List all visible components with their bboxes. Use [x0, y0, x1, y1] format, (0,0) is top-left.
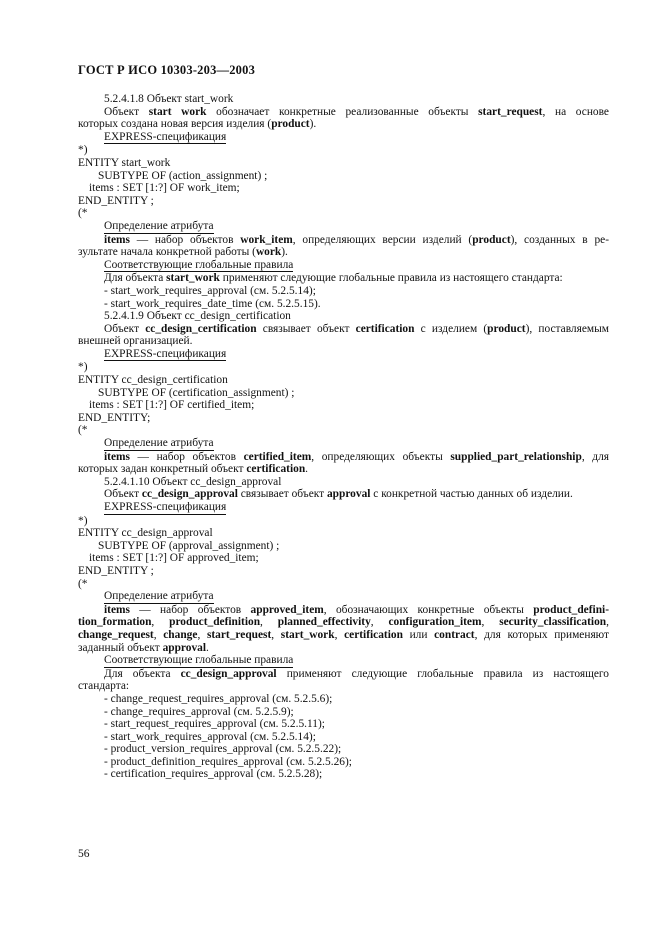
text-line: Соответствующие глобальные правила: [104, 654, 294, 667]
text-line: 5.2.4.1.9 Объект cc_design_certification: [104, 310, 291, 323]
text-line: items — набор объектов approved_item, обозначающих конкретные объекты product_defini-: [104, 603, 609, 616]
text-line: - certification_requires_approval (см. 5.2.5.28);: [104, 768, 323, 781]
text-line: items : SET [1:?] OF work_item;: [89, 182, 240, 195]
text-line: - start_work_requires_approval (см. 5.2.5.14);: [104, 730, 316, 743]
text-line: заданный объект approval.: [78, 641, 209, 654]
text-line: (*: [78, 424, 88, 437]
text-line: *): [78, 514, 88, 527]
text-line: *): [78, 144, 88, 157]
text-line: Объект cc_design_certification связывает объект certification с изделием (product), поставляемым: [104, 322, 609, 335]
text-line: Для объекта cc_design_approval применяют следующие глобальные правила из настоящего: [104, 667, 609, 680]
text-line: Определение атрибута: [104, 437, 214, 450]
text-line: EXPRESS-спецификация: [104, 130, 227, 143]
running-header: ГОСТ Р ИСО 10303-203—2003: [78, 63, 256, 77]
text-line: change_request, change, start_request, start_work, certification или contract, для которых применяют: [78, 628, 610, 641]
text-line: Объект cc_design_approval связывает объект approval с конкретной частью данных об изделии.: [104, 488, 573, 501]
text-line: items : SET [1:?] OF approved_item;: [89, 552, 259, 565]
text-line: Определение атрибута: [104, 590, 214, 603]
text-line: - change_requires_approval (см. 5.2.5.9);: [104, 705, 294, 718]
text-line: которых задан конкретный объект certification.: [78, 463, 309, 476]
text-line: items — набор объектов work_item, определяющих версии изделий (product), созданных в ре-: [104, 233, 609, 246]
text-line: которых создана новая версия изделия (product).: [78, 118, 317, 131]
text-line: Определение атрибута: [104, 219, 214, 232]
text-line: 5.2.4.1.10 Объект cc_design_approval: [104, 475, 282, 488]
text-line: END_ENTITY ;: [78, 194, 154, 207]
text-line: SUBTYPE OF (action_assignment) ;: [98, 169, 268, 182]
text-line: - start_work_requires_date_time (см. 5.2.5.15).: [104, 297, 321, 310]
text-line: внешней организацией.: [78, 335, 193, 348]
text-line: зультате начала конкретной работы (work).: [78, 246, 288, 259]
text-line: EXPRESS-спецификация: [104, 347, 227, 360]
text-line: Объект start work обозначает конкретные реализованные объекты start_request, на основе: [104, 105, 609, 118]
page-body: [0, 93, 661, 781]
text-line: ENTITY cc_design_approval: [78, 527, 213, 540]
text-line: стандарта:: [78, 680, 130, 693]
text-line: Для объекта start_work применяют следующие глобальные правила из настоящего стандарта:: [104, 272, 563, 285]
text-line: ENTITY cc_design_certification: [78, 374, 228, 387]
text-line: - start_work_requires_approval (см. 5.2.5.14);: [104, 284, 316, 297]
text-line: (*: [78, 207, 88, 220]
text-line: tion_formation, product_definition, planned_effectivity, configuration_item, security_classification,: [78, 616, 609, 629]
text-line: items — набор объектов certified_item, определяющих объекты supplied_part_relationship, для: [104, 450, 609, 463]
page-number: 56: [78, 848, 90, 860]
text-line: - product_definition_requires_approval (см. 5.2.5.26);: [104, 755, 352, 768]
text-line: EXPRESS-спецификация: [104, 501, 227, 513]
text-line: SUBTYPE OF (approval_assignment) ;: [98, 539, 280, 552]
text-line: *): [78, 361, 88, 374]
text-line: END_ENTITY ;: [78, 564, 154, 577]
text-line: - start_request_requires_approval (см. 5.2.5.11);: [104, 718, 325, 731]
text-line: Соответствующие глобальные правила: [104, 258, 294, 271]
text-line: SUBTYPE OF (certification_assignment) ;: [98, 386, 295, 399]
text-line: items : SET [1:?] OF certified_item;: [89, 399, 255, 412]
text-line: END_ENTITY;: [78, 411, 151, 424]
text-line: - change_request_requires_approval (см. 5.2.5.6);: [104, 692, 333, 705]
text-line: (*: [78, 577, 88, 590]
text-line: 5.2.4.1.8 Объект start_work: [104, 93, 234, 105]
text-line: ENTITY start_work: [78, 156, 171, 169]
text-line: - product_version_requires_approval (см. 5.2.5.22);: [104, 743, 342, 756]
